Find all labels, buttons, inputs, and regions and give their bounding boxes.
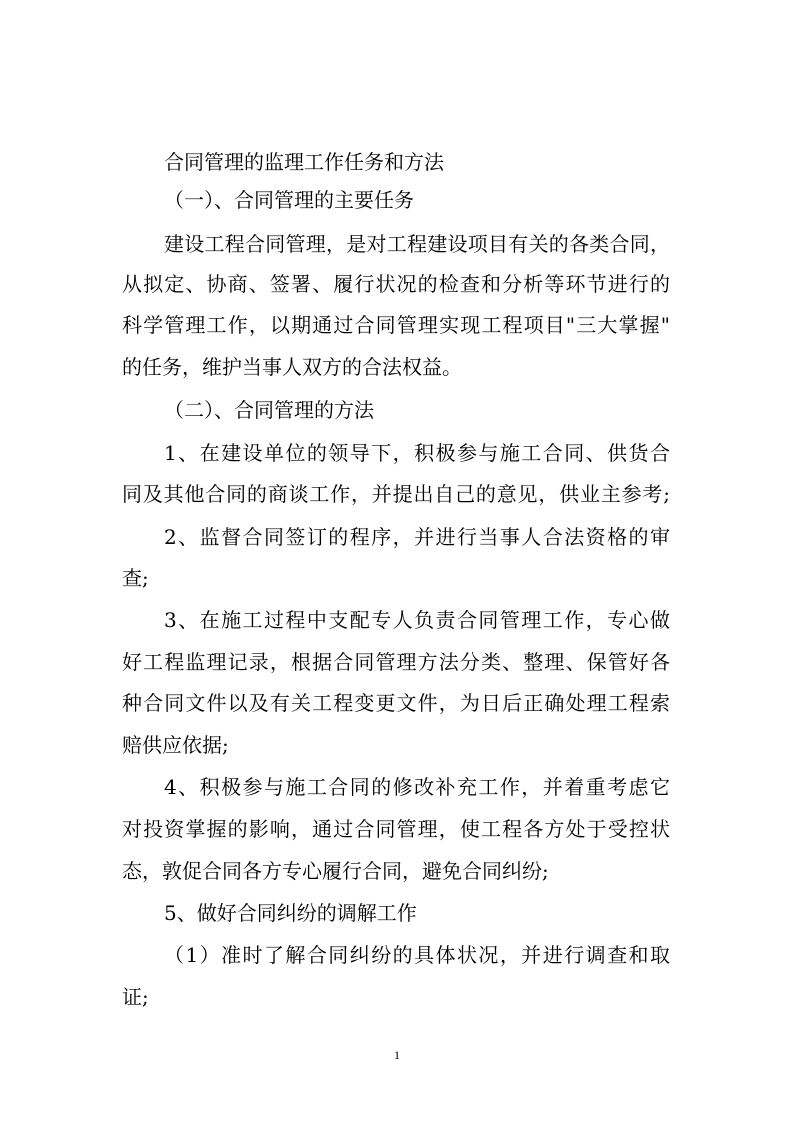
list-item-line: 证;: [122, 985, 149, 1009]
section-heading-2: （二）、合同管理的方法: [164, 398, 374, 422]
list-item-line: 1、在建设单位的领导下，积极参与施工合同、供货合: [164, 441, 670, 465]
list-item-line: 同及其他合同的商谈工作，并提出自己的意见，供业主参考;: [122, 482, 670, 506]
list-item-line: 3、在施工过程中支配专人负责合同管理工作，专心做: [164, 608, 670, 632]
list-item-line: 种合同文件以及有关工程变更文件，为日后正确处理工程索: [122, 691, 670, 715]
list-item-line: 2、监督合同签订的程序，并进行当事人合法资格的审: [164, 525, 670, 549]
list-item-line: 5、做好合同纠纷的调解工作: [164, 901, 417, 925]
list-item-line: 好工程监理记录，根据合同管理方法分类、整理、保管好各: [122, 650, 670, 674]
document-title: 合同管理的监理工作任务和方法: [164, 150, 444, 174]
list-item-line: 对投资掌握的影响，通过合同管理，使工程各方处于受控状: [122, 817, 670, 841]
paragraph-line: 科学管理工作，以期通过合同管理实现工程项目"三大掌握": [122, 313, 670, 337]
list-item-line: 4、积极参与施工合同的修改补充工作，并着重考虑它: [164, 775, 670, 799]
page-number: 1: [394, 1048, 400, 1062]
paragraph-line: 从拟定、协商、签署、履行状况的检查和分析等环节进行的: [122, 272, 670, 296]
list-item-line: 赔供应依据;: [122, 733, 229, 757]
list-item-line: 态，敦促合同各方专心履行合同，避免合同纠纷;: [122, 859, 549, 883]
paragraph-line: 建设工程合同管理，是对工程建设项目有关的各类合同，: [164, 232, 670, 256]
paragraph-line: 的任务，维护当事人双方的合法权益。: [122, 355, 462, 379]
list-item-line: （1）准时了解合同纠纷的具体状况，并进行调查和取: [164, 943, 670, 967]
section-heading-1: （一）、合同管理的主要任务: [164, 188, 414, 212]
list-item-line: 查;: [122, 566, 149, 590]
